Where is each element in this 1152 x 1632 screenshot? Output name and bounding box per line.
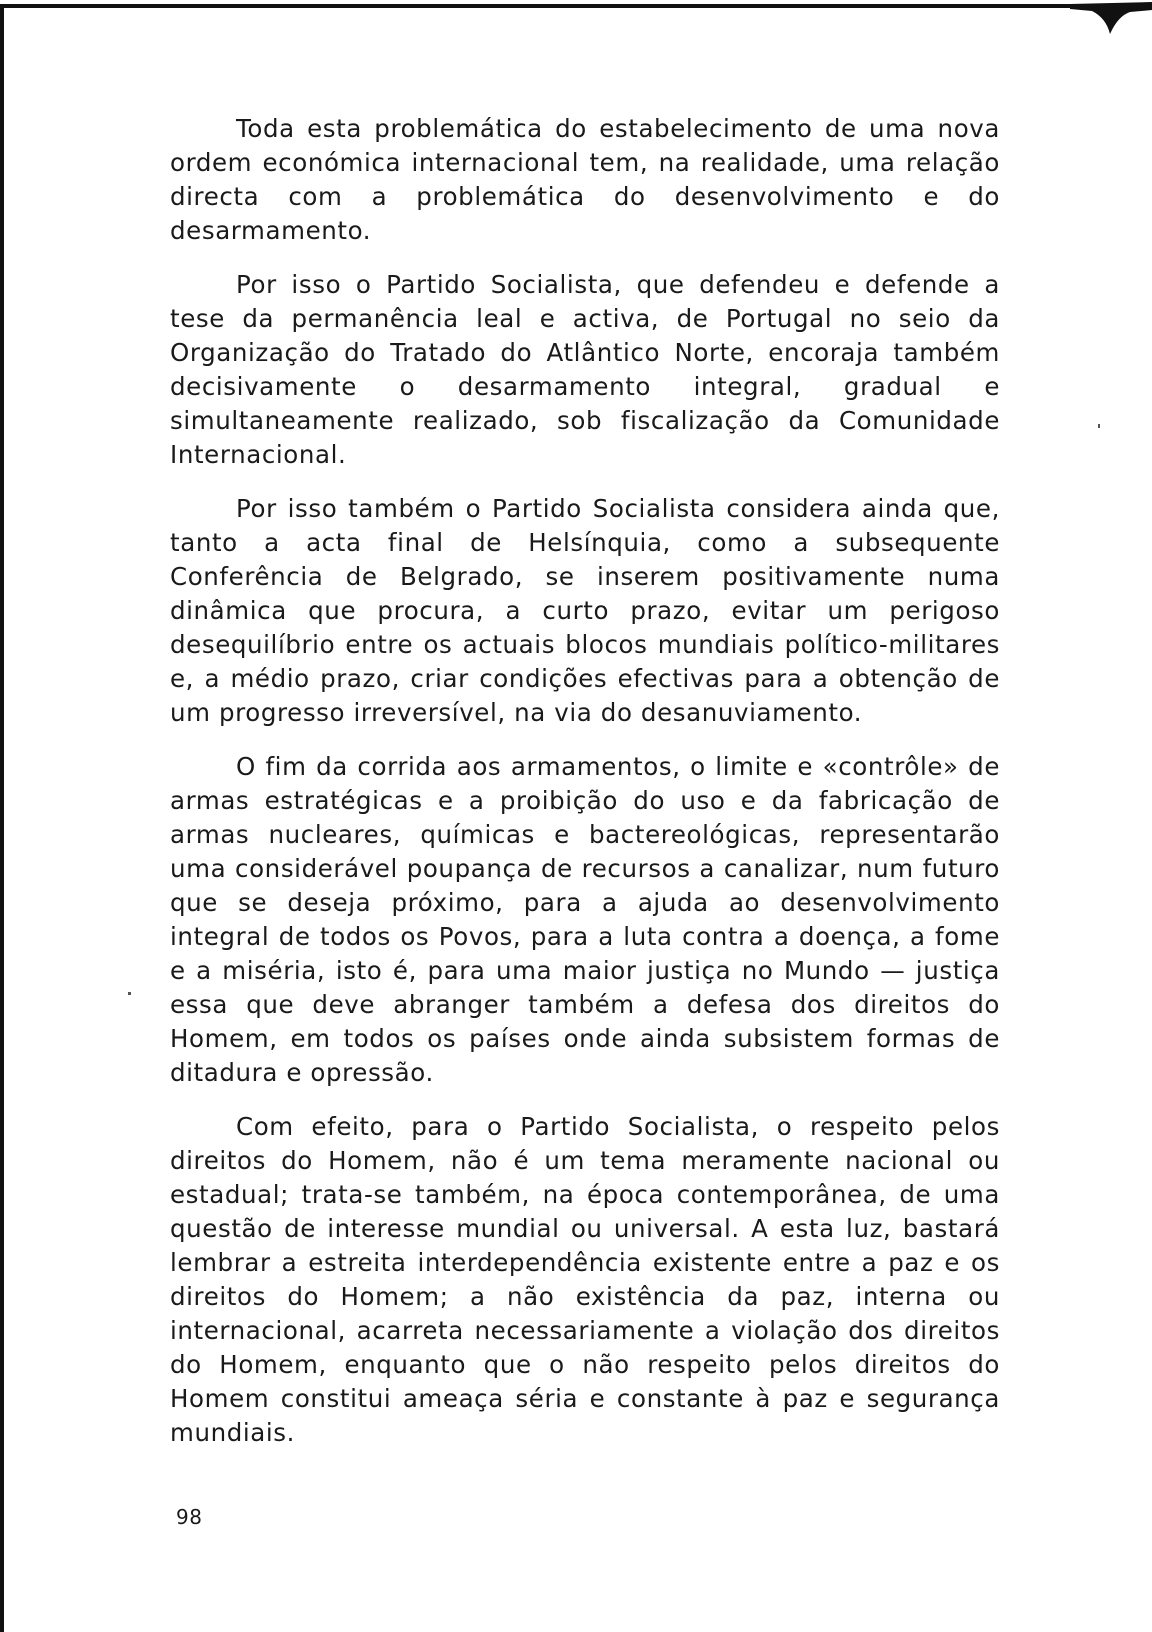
paragraph-3: Por isso também o Partido Socialista considera ainda que, tanto a acta final de Helsínquia, como a subsequente Conferência de Belgrado, se inserem positivamente numa dinâmica que procura, a curto prazo, evitar um perigoso desequilíbrio entre os actuais blocos mundiais político-militares e, a médio prazo, criar condições efectivas para a obtenção de um progresso irreversível, na via do desanuviamento.	[170, 494, 1000, 727]
page-border-left	[0, 4, 4, 1632]
scan-speck	[128, 992, 131, 995]
paragraph-5: Com efeito, para o Partido Socialista, o respeito pelos direitos do Homem, não é um tema meramente nacional ou estadual; trata-se também, na época contemporânea, de uma questão de interesse mundial ou universal. A esta luz, bastará lembrar a estreita interdependência existente entre a paz e os direitos do Homem; a não existência da paz, interna ou internacional, acarreta necessariamente a violação dos direitos do Homem, enquanto que o não respeito pelos direitos do Homem constitui ameaça séria e constante à paz e segurança mundiais.	[170, 1112, 1000, 1447]
page-border-top	[0, 4, 1100, 8]
body-text	[170, 112, 1000, 1470]
paragraph-2: Por isso o Partido Socialista, que defendeu e defende a tese da permanência leal e activa, de Portugal no seio da Organização do Tratado do Atlântico Norte, encoraja também decisivamente o desarmamento integral, gradual e simultaneamente realizado, sob fiscalização da Comunidade Internacional.	[170, 270, 1000, 469]
scan-corner-mark	[1070, 2, 1152, 36]
scan-speck	[1098, 424, 1100, 428]
page-number: 98	[176, 1505, 203, 1529]
paragraph-1: Toda esta problemática do estabelecimento de uma nova ordem económica internacional tem, na realidade, uma relação directa com a problemática do desenvolvimento e do desarmamento.	[170, 114, 1000, 245]
paragraph-4: O fim da corrida aos armamentos, o limite e «contrôle» de armas estratégicas e a proibição do uso e da fabricação de armas nucleares, químicas e bactereológicas, representarão uma considerável poupança de recursos a canalizar, num futuro que se deseja próximo, para a ajuda ao desenvolvimento integral de todos os Povos, para a luta contra a doença, a fome e a miséria, isto é, para uma maior justiça no Mundo — justiça essa que deve abranger também a defesa dos direitos do Homem, em todos os países onde ainda subsistem formas de ditadura e opressão.	[170, 752, 1000, 1087]
